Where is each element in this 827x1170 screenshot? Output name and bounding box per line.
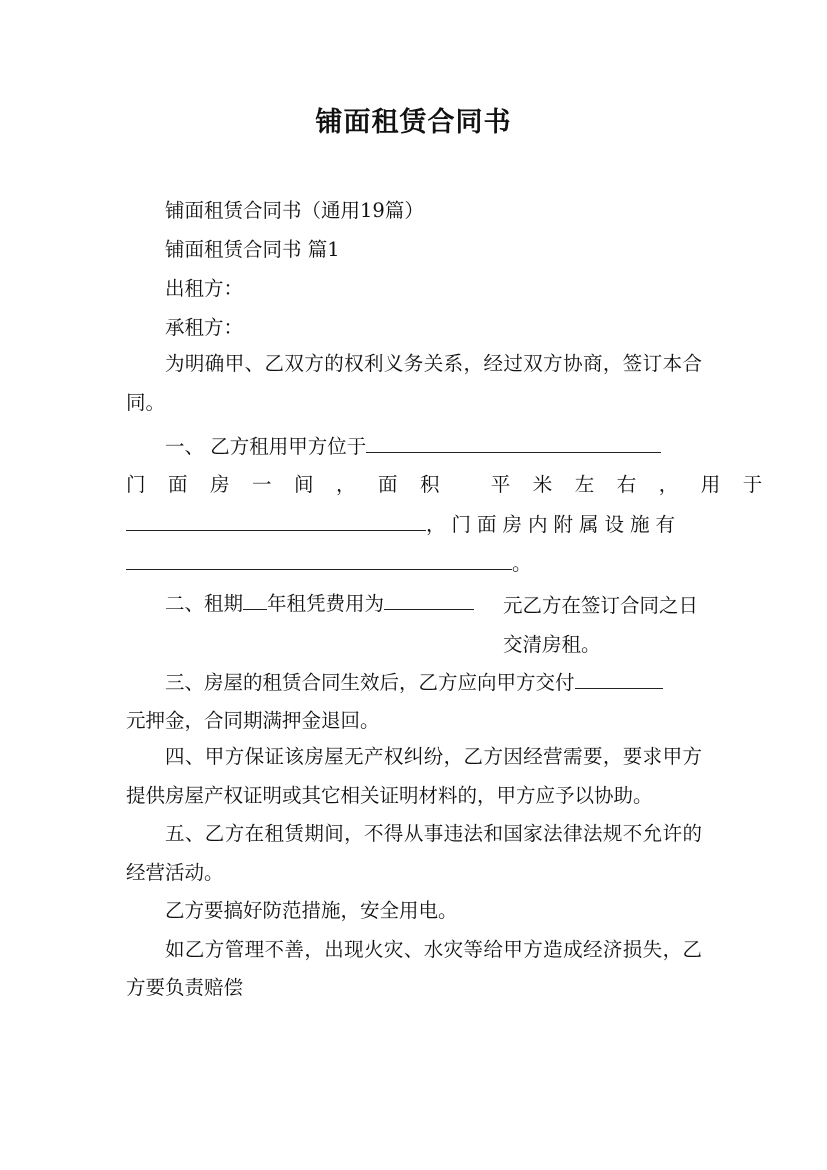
rent-blank[interactable]	[384, 587, 474, 610]
clause1-end: 。	[512, 552, 532, 575]
clause3-text-a: 三、房屋的租赁合同生效后，乙方应向甲方交付	[165, 671, 575, 694]
section-heading: 铺面租赁合同书 篇1	[165, 238, 340, 261]
safety-text: 乙方要搞好防范措施，安全用电。	[165, 899, 458, 922]
clause2-text-b: 年租凭费用为	[267, 592, 385, 615]
term-blank[interactable]	[243, 587, 267, 610]
clause2-text-a: 二、租期	[165, 592, 244, 615]
subtitle-line: 铺面租赁合同书（通用19篇）	[165, 199, 424, 222]
clause1-line4	[126, 547, 702, 585]
clause1-line2: 门面房一间，面积 平米左右，用于	[126, 473, 785, 496]
lessor-label: 出租方：	[165, 277, 244, 300]
clause2-text-c-wrap	[503, 587, 702, 656]
lessee-label: 承租方：	[165, 316, 244, 339]
remaining-clauses	[126, 738, 702, 1008]
clause1-text-a: 一、 乙方租用甲方位于	[165, 435, 367, 458]
clause1-text-c: ，门面房内附属设施有	[426, 513, 682, 536]
intro-text: 为明确甲、乙双方的权利义务关系，经过双方协商，签订本合同。	[126, 352, 702, 414]
clause1-line3	[126, 508, 702, 546]
liability-text: 如乙方管理不善，出现火灾、水灾等给甲方造成经济损失，乙方要负责赔偿	[126, 937, 702, 999]
clause1-line1	[126, 430, 702, 468]
clause3-line2: 元押金，合同期满押金退回。	[126, 709, 380, 732]
deposit-blank[interactable]	[575, 666, 663, 689]
location-blank[interactable]	[366, 430, 661, 453]
clause4-text: 四、甲方保证该房屋无产权纠纷，乙方因经营需要，要求甲方提供房屋产权证明或其它相关证明材料的，甲方应予以协助。	[126, 745, 702, 807]
clause2-text-c: 元乙方在签订合同之日交清房租。	[503, 594, 699, 656]
usage-blank[interactable]	[126, 508, 426, 531]
clause3-line1	[126, 666, 702, 704]
facilities-blank[interactable]	[126, 547, 512, 570]
document-title: 铺面租赁合同书	[315, 107, 512, 138]
intro-paragraph	[126, 345, 702, 422]
clause5-text: 五、乙方在租赁期间，不得从事违法和国家法律法规不允许的经营活动。	[126, 822, 702, 884]
